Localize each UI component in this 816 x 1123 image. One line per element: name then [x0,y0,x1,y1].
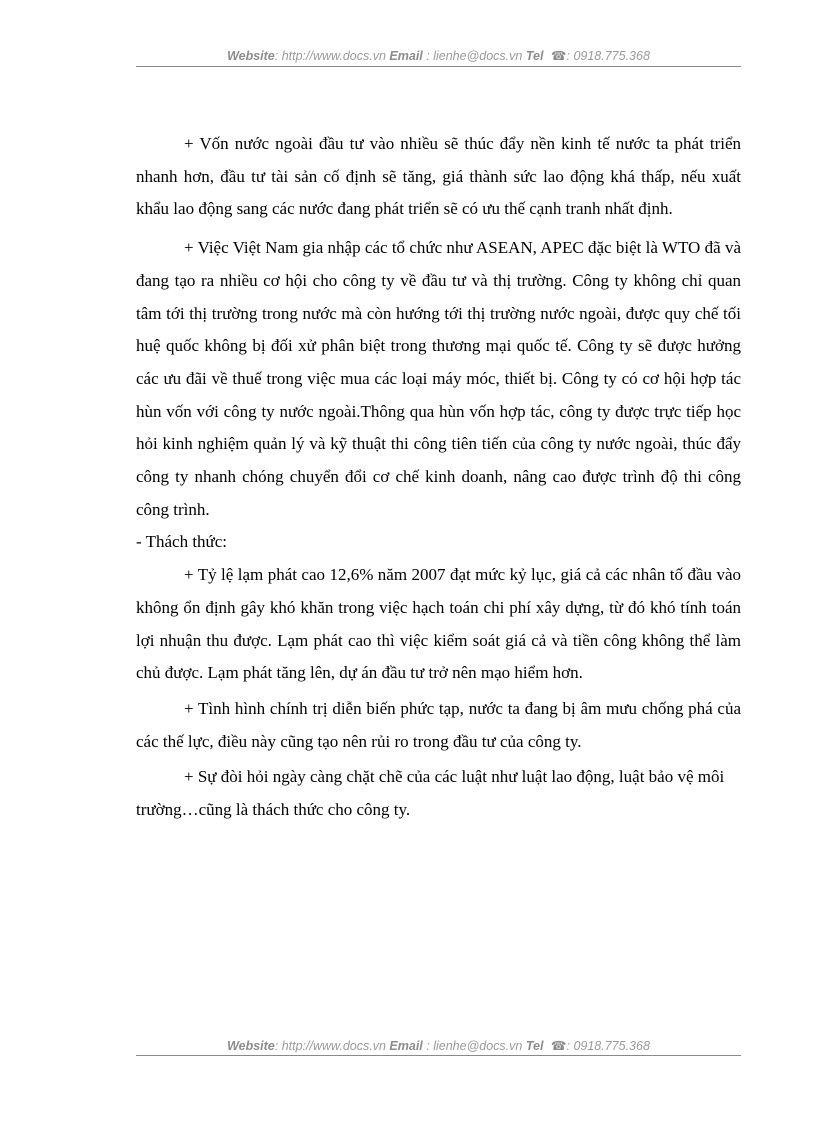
header-website-label: Website [227,49,275,63]
paragraph-foreign-investment: + Vốn nước ngoài đầu tư vào nhiều sẽ thúc đẩy nền kinh tế nước ta phát triển nhanh hơn, đầu tư tài sản cố định sẽ tăng, giá thành sức lao động khá thấp, nếu xuất khẩu lao động sang các nước đang phát triển sẽ có ưu thế cạnh tranh nhất định. [136,134,741,219]
header-tel-label: Tel [525,49,544,63]
footer-tel-value: : 0918.775.368 [566,1039,650,1053]
footer-website-label: Website [227,1039,275,1053]
header-tel-value: : 0918.775.368 [566,49,650,63]
header-divider [136,66,741,67]
phone-icon: ☎ [550,49,567,63]
paragraph-wto-opportunities: + Việc Việt Nam gia nhập các tổ chức như ASEAN, APEC đặc biệt là WTO đã và đang tạo ra nhiều cơ hội cho công ty về đầu tư và thị trường. Công ty không chỉ quan tâm tới thị trường trong nước mà còn hướng tới thị trường nước ngoài, được quy chế tối huệ quốc không bị đối xử phân biệt trong thương mại quốc tế. Công ty sẽ được hưởng các ưu đãi về thuế trong việc mua các loại máy móc, thiết bị. Công ty có cơ hội hợp tác hùn vốn với công ty nước ngoài.Thông qua hùn vốn hợp tác, công ty được trực tiếp học hỏi kinh nghiệm quản lý và kỹ thuật thi công tiên tiến của công ty nước ngoài, thúc đẩy công ty nhanh chóng chuyển đổi cơ chế kinh doanh, nâng cao được trình độ thi công công trình. [136,238,741,519]
header-email-value[interactable]: : lienhe@docs.vn [426,49,523,63]
heading-challenges: - Thách thức: [136,532,228,552]
paragraph-political-risk: + Tình hình chính trị diễn biến phức tạp, nước ta đang bị âm mưu chống phá của các thế lực, điều này cũng tạo nên rủi ro trong đầu tư của công ty. [136,698,741,751]
paragraph-inflation: + Tỷ lệ lạm phát cao 12,6% năm 2007 đạt mức kỷ lục, giá cả các nhân tố đầu vào không ổn định gây khó khăn trong việc hạch toán chi phí xây dựng, từ đó khó tính toán lợi nhuận thu được. Lạm phát cao thì việc kiểm soát giá cả và tiền công không thể làm chủ được. Lạm phát tăng lên, dự án đầu tư trở nên mạo hiểm hơn. [136,565,741,683]
page-footer [136,1038,741,1053]
footer-website-value[interactable]: : http://www.docs.vn [274,1039,386,1053]
header-email-label: Email [389,49,423,63]
header-website-value[interactable]: : http://www.docs.vn [274,49,386,63]
footer-tel-label: Tel [525,1039,544,1053]
footer-email-value[interactable]: : lienhe@docs.vn [426,1039,523,1053]
phone-icon: ☎ [550,1039,567,1053]
footer-email-label: Email [389,1039,423,1053]
page-header [136,48,741,63]
document-body [136,128,741,827]
paragraph-legal-requirements-cont: trường…cũng là thách thức cho công ty. [136,800,411,820]
footer-divider [136,1055,741,1056]
paragraph-legal-requirements: + Sự đòi hỏi ngày càng chặt chẽ của các luật như luật lao động, luật bảo vệ môi [184,767,725,787]
